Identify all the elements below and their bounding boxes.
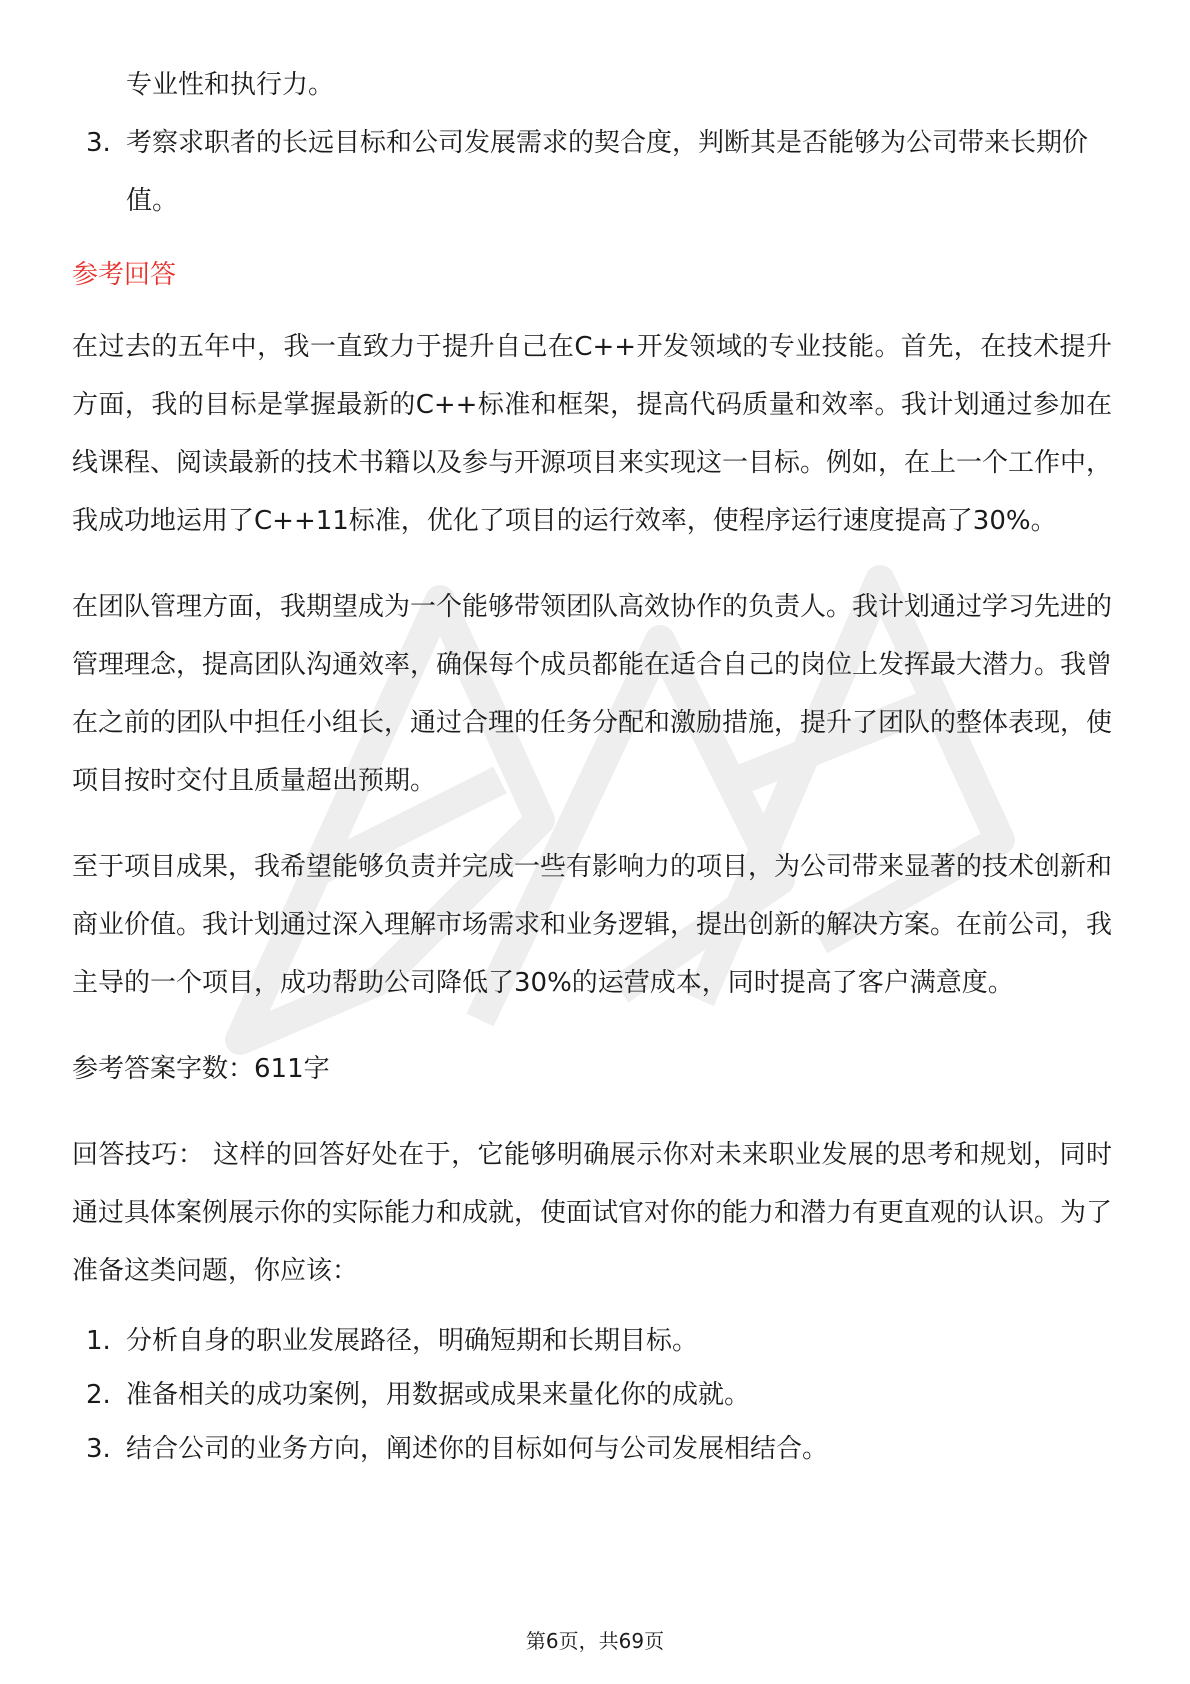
answer-paragraph: 至于项目成果，我希望能够负责并完成一些有影响力的项目，为公司带来显著的技术创新和商业价值。我计划通过深入理解市场需求和业务逻辑，提出创新的解决方案。在前公司，我主导的一个项目，成功帮助公司降低了30%的运营成本，同时提高了客户满意度。: [72, 852, 1113, 998]
list-item-text: 考察求职者的长远目标和公司发展需求的契合度，判断其是否能够为公司带来长期价值。: [126, 128, 1089, 216]
list-item: [72, 1422, 1112, 1476]
list-item-text: 分析自身的职业发展路径，明确短期和长期目标。: [126, 1326, 699, 1356]
list-item-number: 3.: [86, 1434, 111, 1464]
list-item: [72, 1314, 1112, 1368]
intro-list: [72, 114, 1112, 230]
word-count: 参考答案字数：611字: [72, 1054, 330, 1084]
tips-paragraph: 回答技巧： 这样的回答好处在于，它能够明确展示你对未来职业发展的思考和规划，同时通过具体案例展示你的实际能力和成就，使面试官对你的能力和潜力有更直观的认识。为了准备这类问题，你应该：: [72, 1140, 1113, 1286]
list-item-number: 3.: [86, 128, 111, 158]
list-item-continuation: 专业性和执行力。: [126, 70, 335, 100]
answer-paragraph: 在团队管理方面，我期望成为一个能够带领团队高效协作的负责人。我计划通过学习先进的管理理念，提高团队沟通效率，确保每个成员都能在适合自己的岗位上发挥最大潜力。我曾在之前的团队中担任小组长，通过合理的任务分配和激励措施，提升了团队的整体表现，使项目按时交付且质量超出预期。: [72, 592, 1113, 796]
page-content: [72, 56, 1112, 1476]
list-item: [72, 114, 1112, 230]
list-item-text: 准备相关的成功案例，用数据或成果来量化你的成就。: [126, 1380, 751, 1410]
list-item-number: 2.: [86, 1380, 111, 1410]
list-item-number: 1.: [86, 1326, 111, 1356]
tips-list: [72, 1314, 1112, 1476]
section-heading-answer: 参考回答: [72, 260, 177, 290]
list-item: [72, 1368, 1112, 1422]
page-number: 第6页，共69页: [525, 1629, 665, 1653]
list-item-text: 结合公司的业务方向，阐述你的目标如何与公司发展相结合。: [126, 1434, 829, 1464]
answer-paragraph: 在过去的五年中，我一直致力于提升自己在C++开发领域的专业技能。首先，在技术提升方面，我的目标是掌握最新的C++标准和框架，提高代码质量和效率。我计划通过参加在线课程、阅读最新的技术书籍以及参与开源项目来实现这一目标。例如，在上一个工作中，我成功地运用了C++11标准，优化了项目的运行效率，使程序运行速度提高了30%。: [72, 332, 1113, 536]
